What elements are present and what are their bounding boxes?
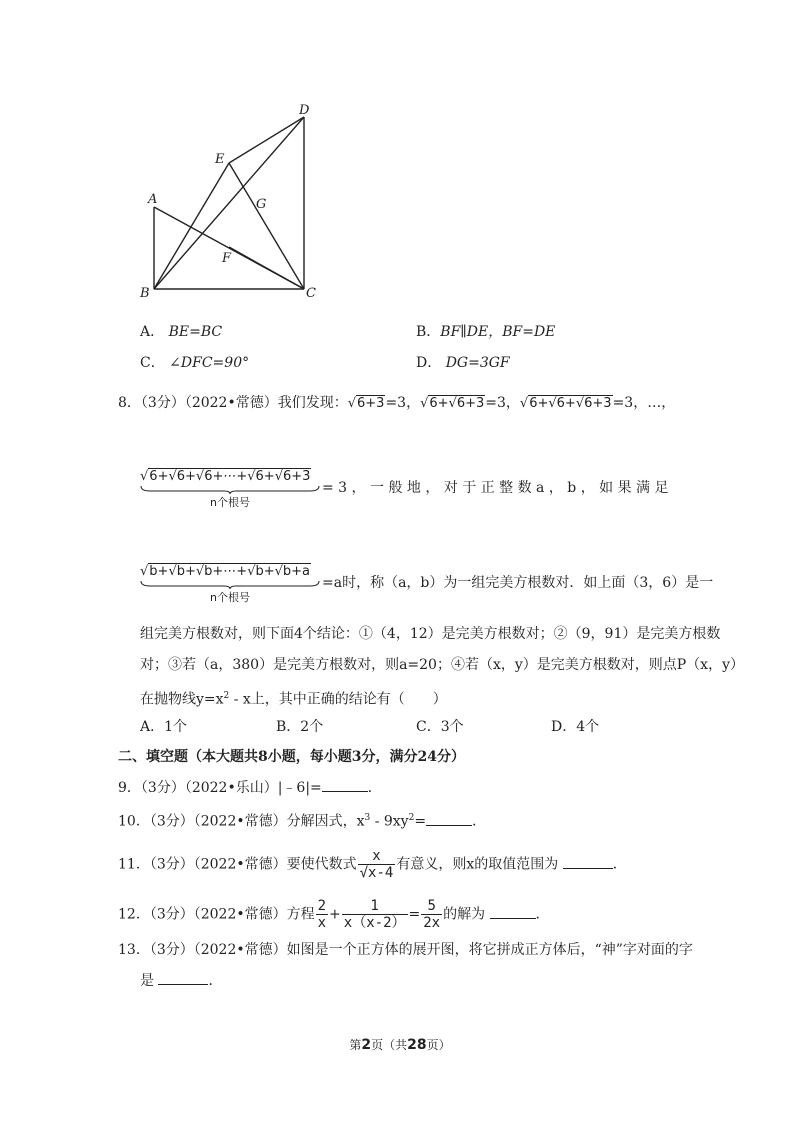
q8-option-d: D．4个 (551, 719, 600, 735)
q8-nested-radical-b (140, 563, 320, 605)
equals-text: =3，…， (612, 395, 676, 411)
question-9 (118, 777, 382, 798)
equals-text: =3， (385, 395, 421, 411)
question-text: 10．（3分）（2022•常德）分解因式，x (118, 813, 365, 830)
text: 在抛物线y=x (140, 691, 224, 708)
section-heading: 二、填空题（本大题共8小题，每小题3分，满分24分） (118, 749, 465, 765)
segment-BE (154, 163, 229, 289)
radical-expression: √b+√b+√b+⋯+√b+√b+a (140, 564, 311, 579)
text: - x上，其中正确的结论有（ ） (229, 691, 447, 708)
period: ． (367, 780, 382, 796)
denominator: 2x (423, 915, 441, 931)
label-G: G (256, 197, 267, 212)
question-text: 12．（3分）（2022•常德）方程 (118, 906, 315, 923)
footer-text: 页（共 (371, 1038, 408, 1052)
radicand: 6+√6+√6+⋯+√6+√6+3 (149, 469, 311, 484)
plus-sign: + (329, 906, 341, 923)
equals-text: =3， (485, 395, 520, 411)
q7-option-a (140, 322, 222, 342)
exponent: 2 (408, 813, 415, 823)
question-10 (118, 808, 486, 832)
radical-expression: √6+√6+√6+⋯+√6+√6+3 (140, 469, 311, 484)
q8-line1 (118, 393, 675, 414)
footer-text: 第 (349, 1038, 362, 1052)
option-letter: B． (416, 324, 441, 340)
answer-blank[interactable] (426, 811, 472, 826)
label-F: F (222, 251, 232, 266)
q7-option-c (140, 353, 249, 373)
page-number: 2 (361, 1037, 372, 1053)
label-E: E (215, 152, 225, 167)
segment-FC (229, 247, 304, 289)
radicand: 6+√6+3 (429, 396, 485, 411)
radicand: 6+√6+√6+3 (529, 396, 612, 411)
question-13-line1: 13．（3分）（2022•常德）如图是一个正方体的展开图，将它拼成正方体后，“神”字对面的字 (118, 942, 693, 958)
radicand: 6+3 (357, 396, 385, 411)
geometry-figure (135, 100, 325, 300)
total-pages: 28 (407, 1037, 427, 1053)
fraction (358, 848, 396, 881)
numerator: x (358, 848, 396, 865)
q8-nested-radical-6 (140, 468, 320, 510)
segment-ED (229, 117, 304, 163)
denominator: x (317, 915, 327, 931)
equals-sign: = (414, 813, 427, 830)
option-text: BE=BC (168, 324, 223, 340)
label-D: D (299, 103, 310, 118)
label-A: A (148, 192, 158, 207)
radical-3: √6+√6+√6+3 (519, 396, 612, 411)
q8-option-c: C．3个 (416, 719, 464, 735)
q8-line4: 组完美方根数对，则下面4个结论：①（4，12）是完美方根数对；②（9，91）是完美方根数 (140, 626, 721, 642)
answer-blank[interactable] (158, 970, 208, 985)
question-text: 的解为 (443, 906, 486, 923)
numerator: 5 (421, 898, 442, 915)
question-11 (118, 848, 627, 881)
n-roots-label: n个根号 (210, 496, 250, 509)
label-B: B (140, 286, 150, 300)
question-text: 是 (140, 973, 154, 989)
label-C: C (306, 286, 316, 300)
answer-blank[interactable] (563, 854, 613, 869)
q7-option-d (416, 353, 510, 373)
fraction-2 (342, 898, 408, 931)
radicand: b+√b+√b+⋯+√b+√b+a (149, 564, 311, 579)
segment-EC (229, 163, 304, 289)
fraction-3 (421, 898, 442, 931)
expression: - 9xy (370, 813, 409, 830)
numerator: 1 (342, 898, 408, 915)
question-number: 8． (118, 395, 141, 411)
period: ． (535, 906, 550, 923)
question-text: 9．（3分）（2022•乐山）|﹣6|= (118, 780, 322, 796)
question-13-line2 (140, 970, 222, 991)
underbrace (140, 581, 320, 589)
question-text: 有意义，则x的取值范围为 (396, 856, 559, 873)
option-text: ∠DFC=90° (169, 355, 250, 371)
answer-blank[interactable] (490, 904, 536, 919)
radical-2: √6+√6+3 (420, 396, 485, 411)
exponent: 3 (364, 813, 371, 823)
answer-blank[interactable] (322, 777, 368, 792)
numerator: 2 (317, 898, 327, 914)
q8-line6 (140, 686, 447, 710)
option-letter: C． (140, 355, 165, 371)
question-text: 11．（3分）（2022•常德）要使代数式 (118, 856, 357, 873)
underbrace (140, 486, 320, 494)
q8-option-a: A．1个 (140, 719, 188, 735)
exponent: 2 (223, 691, 230, 701)
q8-option-b: B．2个 (276, 719, 324, 735)
q8-line3-tail: =a时，称（a，b）为一组完美方根数对．如上面（3，6）是一 (322, 575, 714, 591)
period: ． (208, 973, 223, 989)
period: ． (472, 813, 487, 830)
denominator: √x-4 (359, 865, 394, 881)
option-letter: D． (416, 355, 442, 371)
radical-1: √6+3 (347, 396, 385, 411)
q8-line5: 对；③若（a，380）是完美方根数对，则a=20；④若（x，y）是完美方根数对，则点P（x，y） (140, 657, 744, 673)
option-text: BF∥DE，BF=DE (440, 324, 556, 340)
page-footer (0, 1036, 800, 1053)
q8-line2-tail: = 3 ， 一 般 地 ， 对 于 正 整 数 a ， b ， 如 果 满 足 (322, 480, 669, 496)
equals-sign: = (408, 906, 421, 923)
n-roots-label: n个根号 (210, 591, 250, 604)
footer-text: 页） (426, 1038, 451, 1052)
option-letter: A． (140, 324, 165, 340)
question-meta: （3分）（2022•常德）我们发现： (140, 395, 348, 411)
option-text: DG=3GF (445, 355, 510, 371)
fraction-1 (316, 898, 328, 931)
period: ． (612, 856, 627, 873)
question-12 (118, 898, 550, 931)
q7-option-b (416, 322, 555, 342)
denominator: x（x-2） (343, 915, 406, 931)
